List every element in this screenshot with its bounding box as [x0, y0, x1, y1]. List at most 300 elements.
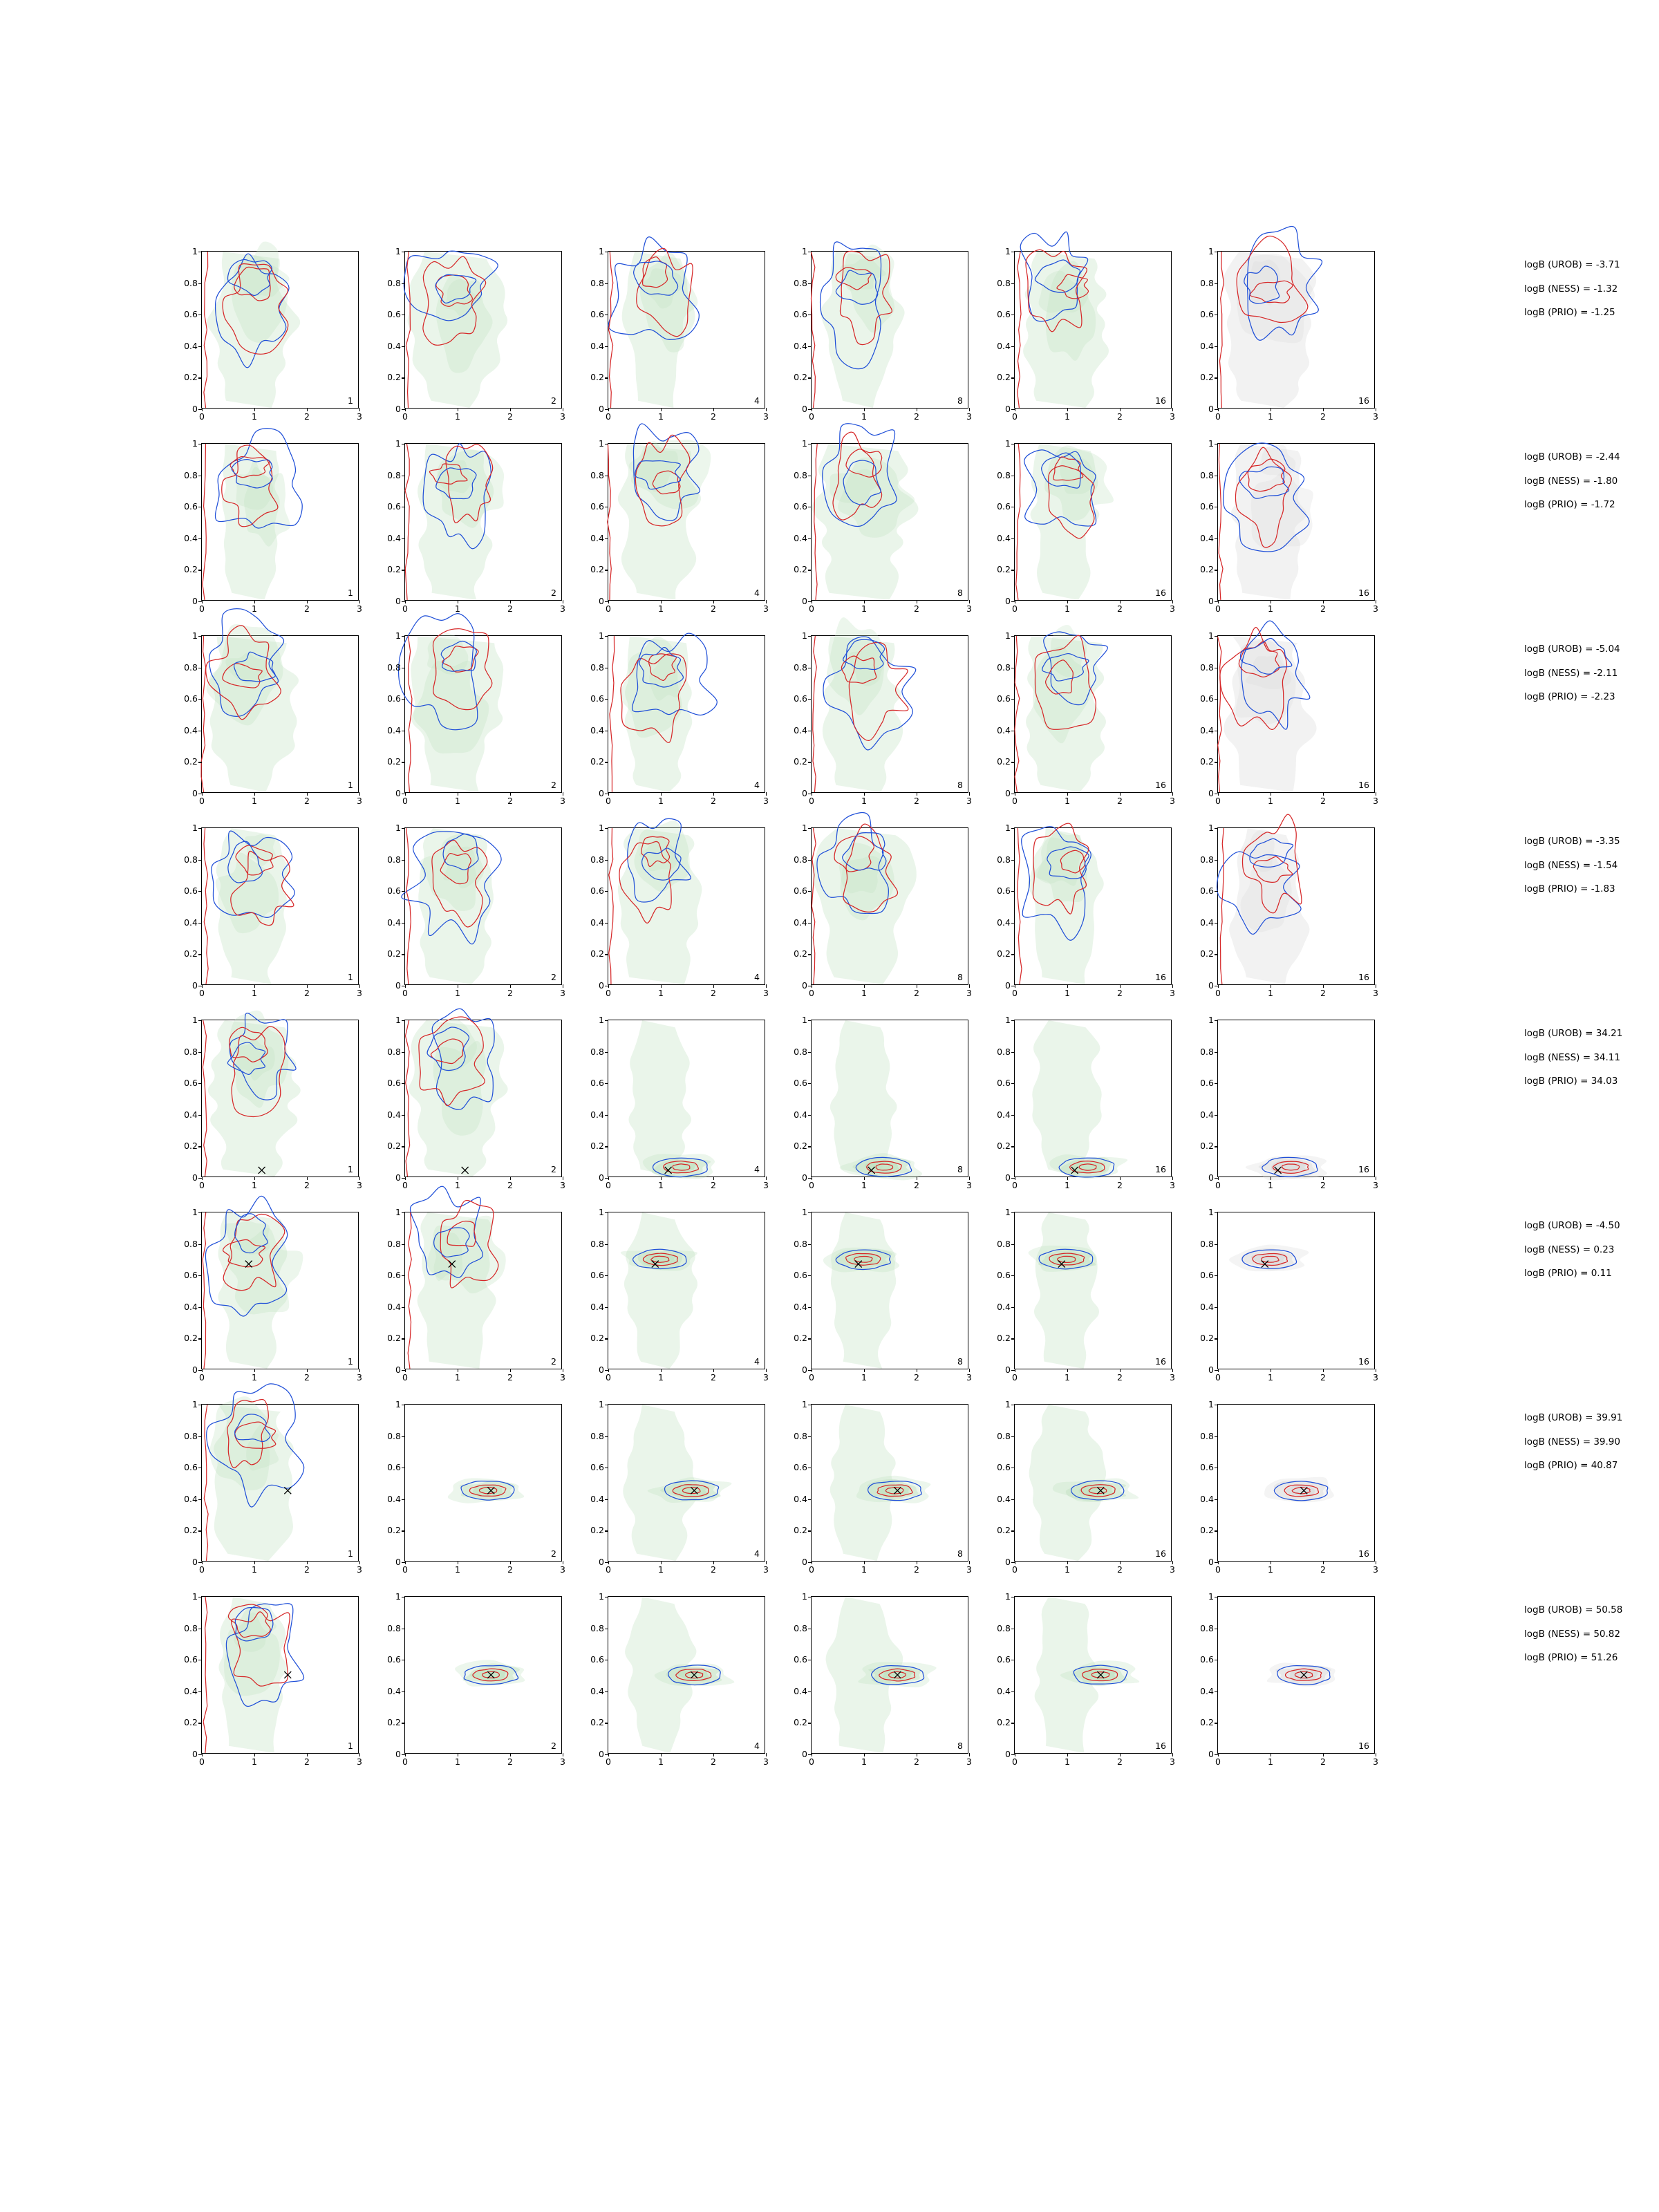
x-tick-mark — [405, 600, 406, 603]
y-tick-label: 0.6 — [1200, 1461, 1214, 1472]
chart-panel[interactable] — [184, 822, 362, 998]
x-tick-label: 1 — [658, 1756, 664, 1767]
y-tick-label: 0.6 — [794, 500, 807, 512]
x-tick-label: 2 — [914, 988, 919, 998]
logb-annotation-line: logB (UROB) = 50.58 — [1524, 1604, 1623, 1615]
chart-panel-cell — [982, 438, 1185, 630]
y-tick-label: 0.6 — [590, 885, 604, 896]
y-tick-label: 0.4 — [590, 340, 604, 351]
chart-panel[interactable] — [1200, 630, 1378, 806]
y-tick-mark — [1215, 860, 1218, 861]
logb-annotation-line: logB (PRIO) = -1.25 — [1524, 307, 1615, 318]
x-tick-label: 3 — [966, 988, 972, 998]
x-tick-mark — [254, 1177, 255, 1180]
chart-panel[interactable] — [794, 438, 972, 614]
x-tick-mark — [661, 1369, 662, 1372]
chart-panel[interactable] — [590, 1014, 769, 1190]
chart-panel[interactable] — [590, 630, 769, 806]
y-tick-mark — [1215, 283, 1218, 284]
y-tick-label: 0.8 — [794, 277, 807, 288]
y-tick-label: 0.4 — [590, 1301, 604, 1312]
x-tick-label: 3 — [560, 796, 565, 806]
chart-panel[interactable] — [184, 1591, 362, 1767]
y-tick-mark — [198, 1499, 202, 1500]
y-tick-label: 0.2 — [590, 948, 604, 959]
y-tick-label: 0.2 — [387, 756, 401, 767]
x-tick-label: 1 — [252, 1756, 257, 1767]
y-tick-label: 0.2 — [387, 948, 401, 959]
y-tick-label: 1 — [1005, 438, 1011, 449]
y-tick-mark — [198, 346, 202, 347]
y-tick-label: 0.2 — [794, 948, 807, 959]
y-tick-mark — [1011, 1307, 1015, 1308]
x-tick-mark — [969, 1561, 970, 1564]
y-tick-label: 0 — [192, 787, 198, 798]
y-tick-mark — [198, 954, 202, 955]
x-tick-label: 3 — [357, 1756, 362, 1767]
x-tick-label: 3 — [1170, 988, 1175, 998]
x-tick-label: 2 — [1320, 988, 1326, 998]
x-tick-mark — [713, 792, 714, 796]
y-tick-label: 0.8 — [1200, 1238, 1214, 1249]
chart-panel-cell — [373, 822, 576, 1014]
x-tick-label: 2 — [1117, 1180, 1123, 1190]
x-tick-label: 0 — [606, 988, 611, 998]
chart-panel[interactable] — [1200, 822, 1378, 998]
x-tick-label: 3 — [1170, 1564, 1175, 1575]
x-tick-label: 1 — [252, 1372, 257, 1382]
x-tick-mark — [202, 600, 203, 603]
y-tick-label: 0.8 — [590, 1238, 604, 1249]
x-tick-mark — [1120, 1369, 1121, 1372]
y-tick-mark — [1011, 1691, 1015, 1692]
chart-panel[interactable] — [997, 1014, 1175, 1190]
chart-panel[interactable] — [794, 1206, 972, 1382]
y-tick-label: 0 — [599, 787, 604, 798]
x-tick-mark — [307, 1369, 308, 1372]
x-tick-mark — [608, 1561, 609, 1564]
y-tick-mark — [808, 1244, 812, 1245]
chart-panel[interactable] — [387, 245, 565, 422]
chart-panel[interactable] — [184, 1398, 362, 1575]
y-tick-mark — [1215, 954, 1218, 955]
nlive-label: 4 — [754, 1356, 760, 1367]
x-tick-label: 3 — [763, 988, 769, 998]
chart-panel[interactable] — [1200, 1206, 1378, 1382]
chart-panel[interactable] — [997, 245, 1175, 422]
nlive-label: 1 — [348, 587, 353, 598]
x-tick-mark — [1172, 1753, 1173, 1756]
x-tick-label: 1 — [658, 1180, 664, 1190]
chart-panel-cell — [576, 1014, 779, 1206]
nlive-label: 16 — [1155, 779, 1166, 790]
nlive-label: 4 — [754, 587, 760, 598]
y-tick-label: 0.8 — [1200, 469, 1214, 480]
y-tick-label: 0.4 — [184, 532, 198, 543]
x-tick-mark — [1323, 1177, 1324, 1180]
chart-panel[interactable] — [590, 1398, 769, 1575]
x-tick-label: 0 — [1215, 1372, 1221, 1382]
chart-panel[interactable] — [387, 438, 565, 614]
y-tick-label: 0.8 — [1200, 1430, 1214, 1441]
y-tick-label: 0 — [1005, 980, 1011, 991]
x-tick-mark — [661, 600, 662, 603]
x-tick-mark — [1120, 1177, 1121, 1180]
y-tick-label: 0.4 — [794, 724, 807, 735]
x-tick-mark — [608, 984, 609, 988]
y-tick-label: 0.4 — [997, 1493, 1011, 1504]
chart-panel-cell — [373, 1206, 576, 1398]
y-tick-mark — [1011, 860, 1015, 861]
x-tick-label: 1 — [1065, 1756, 1070, 1767]
x-tick-mark — [713, 1177, 714, 1180]
x-tick-label: 2 — [1320, 1756, 1326, 1767]
chart-panel-cell — [779, 630, 982, 822]
chart-panel-cell — [779, 245, 982, 438]
y-tick-label: 0.8 — [184, 854, 198, 865]
y-tick-label: 0 — [395, 1556, 401, 1567]
x-tick-label: 3 — [1170, 1756, 1175, 1767]
chart-panel[interactable] — [387, 1591, 565, 1767]
chart-panel[interactable] — [1200, 245, 1378, 422]
x-tick-label: 2 — [1320, 411, 1326, 422]
x-tick-label: 1 — [455, 1756, 460, 1767]
y-tick-label: 1 — [802, 245, 807, 256]
x-tick-label: 3 — [966, 1756, 972, 1767]
y-tick-label: 0.2 — [184, 1141, 198, 1152]
y-tick-label: 1 — [599, 1591, 604, 1602]
y-tick-label: 0.2 — [1200, 1717, 1214, 1728]
y-tick-label: 0 — [1208, 1556, 1214, 1567]
y-tick-label: 0.6 — [794, 308, 807, 319]
x-tick-mark — [766, 1753, 767, 1756]
y-tick-label: 0.6 — [184, 1077, 198, 1088]
chart-panel[interactable] — [794, 245, 972, 422]
y-tick-mark — [1215, 1307, 1218, 1308]
x-tick-label: 0 — [1012, 796, 1018, 806]
chart-panel[interactable] — [1200, 1014, 1378, 1190]
chart-panel-cell — [1185, 1206, 1389, 1398]
y-tick-label: 0.6 — [794, 1269, 807, 1280]
x-tick-label: 2 — [507, 1564, 513, 1575]
y-tick-mark — [1011, 923, 1015, 924]
y-tick-label: 1 — [802, 1398, 807, 1409]
y-tick-label: 0.6 — [997, 308, 1011, 319]
chart-panel-cell — [982, 1591, 1185, 1783]
y-tick-mark — [198, 828, 202, 829]
y-tick-mark — [808, 1691, 812, 1692]
x-tick-label: 3 — [560, 1372, 565, 1382]
x-tick-label: 3 — [1373, 603, 1378, 614]
x-tick-label: 3 — [1170, 1372, 1175, 1382]
x-tick-mark — [661, 1561, 662, 1564]
logb-annotation-block — [1524, 1606, 1622, 1678]
x-tick-mark — [1067, 984, 1068, 988]
chart-panel-cell — [1185, 1398, 1389, 1591]
x-tick-label: 0 — [809, 1372, 814, 1382]
logb-annotation-line: logB (UROB) = 39.91 — [1524, 1412, 1623, 1423]
x-tick-label: 1 — [861, 1756, 867, 1767]
chart-panel[interactable] — [997, 1591, 1175, 1767]
y-tick-mark — [402, 377, 405, 378]
y-tick-mark — [1011, 1083, 1015, 1084]
y-tick-label: 1 — [192, 1591, 198, 1602]
logb-annotation-line: logB (UROB) = -3.35 — [1524, 836, 1620, 847]
y-tick-mark — [198, 377, 202, 378]
x-tick-label: 2 — [1117, 1564, 1123, 1575]
y-tick-label: 0.2 — [1200, 1525, 1214, 1536]
y-tick-label: 1 — [395, 438, 401, 449]
y-tick-mark — [402, 1244, 405, 1245]
y-tick-label: 0.2 — [794, 372, 807, 383]
y-tick-label: 0.8 — [184, 662, 198, 673]
y-tick-mark — [402, 1499, 405, 1500]
y-tick-mark — [402, 923, 405, 924]
x-tick-label: 3 — [560, 1756, 565, 1767]
x-tick-label: 2 — [507, 603, 513, 614]
y-tick-label: 0.2 — [997, 1717, 1011, 1728]
x-tick-label: 0 — [606, 603, 611, 614]
x-tick-mark — [405, 1369, 406, 1372]
y-tick-label: 0.4 — [997, 1301, 1011, 1312]
chart-panel[interactable] — [794, 1398, 972, 1575]
x-tick-mark — [766, 1561, 767, 1564]
y-tick-label: 0.6 — [590, 500, 604, 512]
y-tick-mark — [1011, 538, 1015, 539]
x-tick-label: 0 — [1012, 411, 1018, 422]
y-tick-label: 1 — [192, 1398, 198, 1409]
x-tick-label: 3 — [1373, 1756, 1378, 1767]
x-tick-label: 1 — [1268, 411, 1273, 422]
chart-panel[interactable] — [590, 1591, 769, 1767]
x-tick-mark — [608, 1753, 609, 1756]
x-tick-mark — [510, 1369, 511, 1372]
chart-panel[interactable] — [184, 630, 362, 806]
x-tick-label: 0 — [402, 411, 408, 422]
chart-panel[interactable] — [794, 822, 972, 998]
x-tick-mark — [1172, 984, 1173, 988]
chart-panel-cell — [373, 1398, 576, 1591]
x-tick-mark — [254, 1369, 255, 1372]
y-tick-mark — [402, 891, 405, 892]
x-tick-label: 2 — [507, 796, 513, 806]
x-tick-mark — [254, 792, 255, 796]
y-tick-label: 0.4 — [997, 1109, 1011, 1120]
x-tick-label: 2 — [507, 411, 513, 422]
y-tick-mark — [198, 1052, 202, 1053]
x-tick-mark — [1120, 984, 1121, 988]
y-tick-label: 0.2 — [1200, 948, 1214, 959]
x-tick-label: 0 — [199, 1564, 205, 1575]
nlive-label: 4 — [754, 1548, 760, 1559]
logb-annotation-block — [1524, 1414, 1622, 1485]
nlive-label: 1 — [348, 1740, 353, 1751]
nlive-label: 1 — [348, 779, 353, 790]
chart-panel[interactable] — [184, 1014, 362, 1190]
x-tick-label: 1 — [252, 1564, 257, 1575]
y-tick-mark — [605, 1499, 608, 1500]
x-tick-mark — [1323, 792, 1324, 796]
y-tick-label: 0.6 — [387, 1461, 401, 1472]
y-tick-label: 0.2 — [590, 1141, 604, 1152]
y-tick-mark — [198, 860, 202, 861]
chart-panel[interactable] — [387, 822, 565, 998]
x-tick-mark — [864, 984, 865, 988]
logb-annotation-block — [1524, 1029, 1622, 1101]
x-tick-label: 2 — [304, 988, 310, 998]
chart-panel[interactable] — [997, 1398, 1175, 1575]
y-tick-label: 0 — [192, 980, 198, 991]
y-tick-label: 0.8 — [590, 1430, 604, 1441]
y-tick-label: 0.6 — [997, 1653, 1011, 1665]
x-tick-mark — [1218, 792, 1219, 796]
y-tick-label: 1 — [395, 1591, 401, 1602]
chart-panel-cell — [982, 1014, 1185, 1206]
x-tick-mark — [405, 984, 406, 988]
y-tick-label: 0.6 — [184, 1653, 198, 1665]
chart-panel[interactable] — [1200, 1398, 1378, 1575]
y-tick-label: 1 — [192, 1014, 198, 1025]
x-tick-mark — [1172, 408, 1173, 411]
y-tick-label: 0.6 — [387, 693, 401, 704]
y-tick-label: 0.6 — [794, 1077, 807, 1088]
x-tick-mark — [713, 408, 714, 411]
chart-panel[interactable] — [997, 630, 1175, 806]
y-tick-mark — [1215, 891, 1218, 892]
logb-annotation-line: logB (UROB) = -5.04 — [1524, 644, 1620, 655]
y-tick-label: 0.2 — [184, 1717, 198, 1728]
y-tick-label: 0.4 — [794, 1685, 807, 1696]
y-tick-label: 0.2 — [184, 1525, 198, 1536]
chart-panel[interactable] — [997, 822, 1175, 998]
y-tick-label: 0.8 — [997, 1622, 1011, 1633]
y-tick-mark — [1215, 699, 1218, 700]
x-tick-label: 2 — [1117, 411, 1123, 422]
x-tick-mark — [359, 984, 360, 988]
chart-panel[interactable] — [794, 630, 972, 806]
chart-panel[interactable] — [1200, 1591, 1378, 1767]
y-tick-label: 0.4 — [590, 724, 604, 735]
chart-panel[interactable] — [1200, 438, 1378, 614]
y-tick-label: 0.2 — [184, 1333, 198, 1344]
y-tick-mark — [605, 828, 608, 829]
x-tick-label: 1 — [1065, 603, 1070, 614]
y-tick-label: 0.4 — [184, 340, 198, 351]
y-tick-label: 1 — [1005, 1591, 1011, 1602]
x-tick-mark — [766, 1369, 767, 1372]
y-tick-label: 0.4 — [1200, 340, 1214, 351]
y-tick-mark — [808, 283, 812, 284]
y-tick-label: 0 — [599, 1556, 604, 1567]
nlive-label: 16 — [1155, 587, 1166, 598]
chart-panel[interactable] — [184, 438, 362, 614]
y-tick-label: 0 — [395, 1748, 401, 1759]
chart-panel[interactable] — [590, 822, 769, 998]
x-tick-label: 3 — [1170, 411, 1175, 422]
x-tick-label: 1 — [861, 988, 867, 998]
chart-panel[interactable] — [590, 245, 769, 422]
y-tick-label: 0.6 — [387, 1077, 401, 1088]
y-tick-label: 0 — [1005, 1172, 1011, 1183]
x-tick-label: 0 — [1012, 603, 1018, 614]
x-tick-label: 3 — [966, 411, 972, 422]
y-tick-label: 0.4 — [387, 1109, 401, 1120]
chart-panel[interactable] — [997, 1206, 1175, 1382]
x-tick-label: 1 — [252, 1180, 257, 1190]
x-tick-mark — [661, 792, 662, 796]
y-tick-label: 0.4 — [997, 724, 1011, 735]
logb-annotation-line: logB (NESS) = -1.54 — [1524, 859, 1618, 871]
x-tick-label: 1 — [1268, 988, 1273, 998]
chart-panel[interactable] — [387, 630, 565, 806]
chart-panel-cell — [1185, 245, 1389, 438]
x-tick-mark — [307, 1177, 308, 1180]
x-tick-mark — [1218, 600, 1219, 603]
chart-panel[interactable] — [590, 1206, 769, 1382]
x-tick-mark — [1323, 1561, 1324, 1564]
chart-panel[interactable] — [387, 1206, 565, 1382]
x-tick-mark — [1067, 792, 1068, 796]
x-tick-label: 1 — [455, 796, 460, 806]
x-tick-label: 2 — [1117, 988, 1123, 998]
y-tick-label: 1 — [1005, 245, 1011, 256]
y-tick-mark — [1215, 1020, 1218, 1021]
y-tick-label: 0.4 — [1200, 1301, 1214, 1312]
chart-panel[interactable] — [794, 1014, 972, 1190]
chart-panel-cell — [779, 1014, 982, 1206]
chart-panel[interactable] — [590, 438, 769, 614]
x-tick-label: 0 — [1215, 796, 1221, 806]
y-tick-label: 0.8 — [184, 469, 198, 480]
y-tick-label: 0.2 — [387, 1717, 401, 1728]
chart-panel[interactable] — [184, 245, 362, 422]
y-tick-label: 0.6 — [590, 1077, 604, 1088]
y-tick-label: 0.4 — [794, 1493, 807, 1504]
y-tick-mark — [808, 954, 812, 955]
x-tick-mark — [713, 1753, 714, 1756]
x-tick-label: 2 — [304, 1564, 310, 1575]
nlive-label: 8 — [957, 1356, 963, 1367]
y-tick-mark — [402, 954, 405, 955]
chart-panel-cell — [779, 1591, 982, 1783]
y-tick-label: 0.8 — [387, 1622, 401, 1633]
chart-panel[interactable] — [184, 1206, 362, 1382]
y-tick-mark — [198, 283, 202, 284]
chart-panel[interactable] — [387, 1398, 565, 1575]
y-tick-mark — [605, 377, 608, 378]
chart-panel[interactable] — [794, 1591, 972, 1767]
chart-panel[interactable] — [387, 1014, 565, 1190]
y-tick-label: 0.2 — [1200, 372, 1214, 383]
x-tick-label: 2 — [1320, 1372, 1326, 1382]
y-tick-label: 0.6 — [387, 1653, 401, 1665]
y-tick-label: 1 — [395, 1398, 401, 1409]
y-tick-label: 0.8 — [590, 1046, 604, 1057]
y-tick-mark — [1011, 1499, 1015, 1500]
chart-panel-cell — [169, 1591, 373, 1783]
y-tick-label: 0 — [1208, 595, 1214, 606]
chart-panel[interactable] — [997, 438, 1175, 614]
y-tick-mark — [1011, 377, 1015, 378]
x-tick-mark — [307, 1753, 308, 1756]
x-tick-mark — [766, 600, 767, 603]
y-tick-mark — [1215, 1338, 1218, 1339]
y-tick-label: 0.4 — [184, 1493, 198, 1504]
y-tick-label: 0 — [192, 1748, 198, 1759]
y-tick-label: 0 — [395, 595, 401, 606]
y-tick-mark — [808, 699, 812, 700]
nlive-label: 1 — [348, 395, 353, 406]
